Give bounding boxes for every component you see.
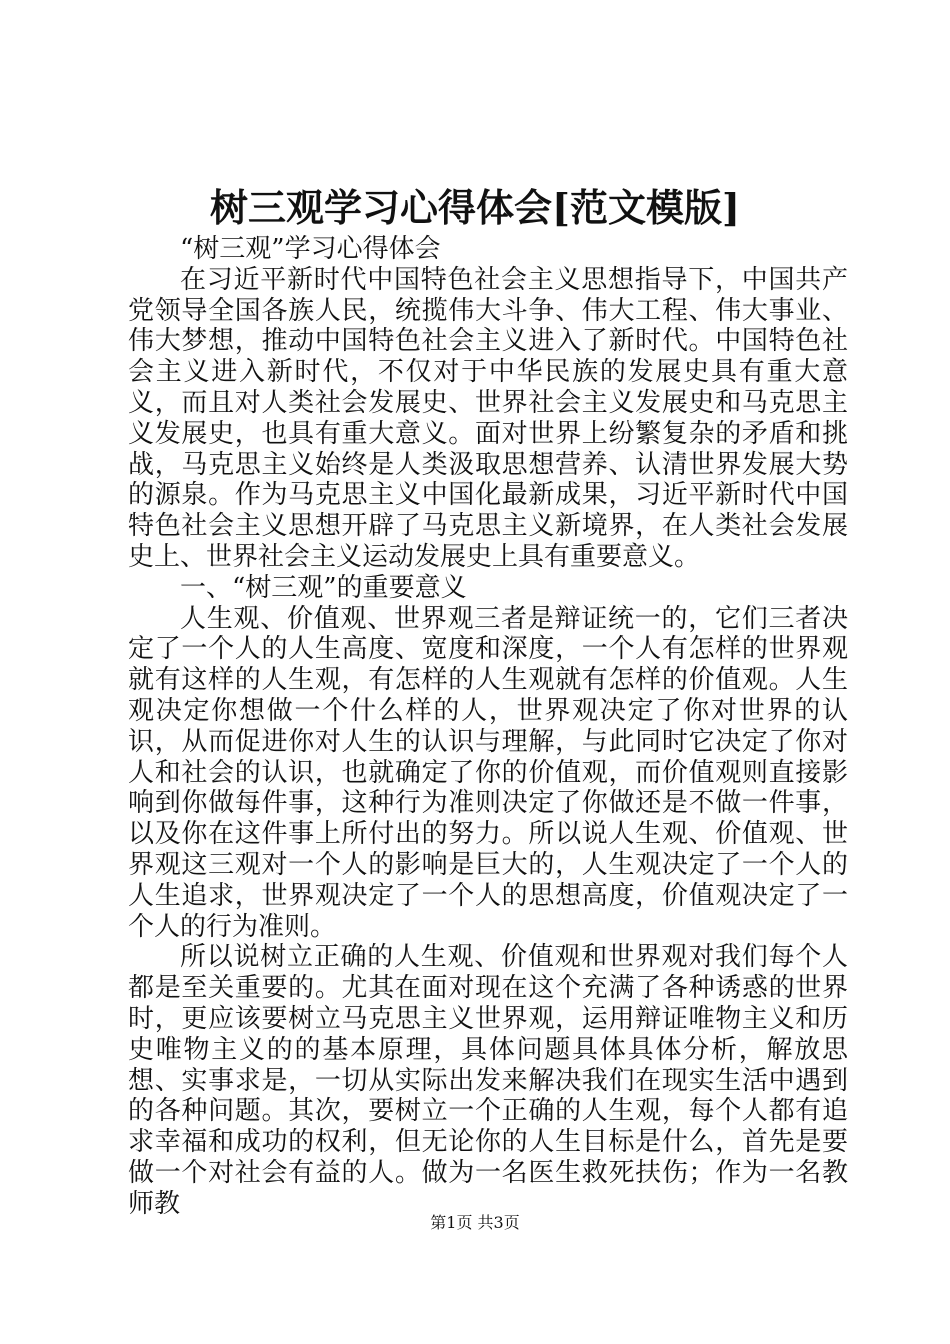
body-paragraph: 在习近平新时代中国特色社会主义思想指导下，中国共产党领导全国各族人民，统揽伟大斗争、伟大工程、伟大事业、伟大梦想，推动中国特色社会主义进入了新时代。中国特色社会主义进入新时代，不仅对于中华民族的发展史具有重大意义，而且对人类社会发展史、世界社会主义发展史和马克思主义发展史，也具有重大意义。面对世界上纷繁复杂的矛盾和挑战，马克思主义始终是人类汲取思想营养、认清世界发展大势的源泉。作为马克思主义中国化最新成果，习近平新时代中国特色社会主义思想开辟了马克思主义新境界，在人类社会发展史上、世界社会主义运动发展史上具有重要意义。	[128, 264, 848, 572]
document-body	[128, 234, 848, 1220]
body-paragraph: 所以说树立正确的人生观、价值观和世界观对我们每个人都是至关重要的。尤其在面对现在这个充满了各种诱惑的世界时，更应该要树立马克思主义世界观，运用辩证唯物主义和历史唯物主义的的基本原理，具体问题具体具体分析，解放思想、实事求是，一切从实际出发来解决我们在现实生活中遇到的各种问题。其次，要树立一个正确的人生观，每个人都有追求幸福和成功的权利，但无论你的人生目标是什么，首先是要做一个对社会有益的人。做为一名医生救死扶伤；作为一名教师教	[128, 942, 848, 1219]
section-heading: 一、“树三观”的重要意义	[180, 572, 467, 603]
body-paragraph: 人生观、价值观、世界观三者是辩证统一的，它们三者决定了一个人的人生高度、宽度和深度，一个人有怎样的世界观就有这样的人生观，有怎样的人生观就有怎样的价值观。人生观决定你想做一个什么样的人，世界观决定了你对世界的认识，从而促进你对人生的认识与理解，与此同时它决定了你对人和社会的认识，也就确定了你的价值观，而价值观则直接影响到你做每件事，这种行为准则决定了你做还是不做一件事，以及你在这件事上所付出的努力。所以说人生观、价值观、世界观这三观对一个人的影响是巨大的，人生观决定了一个人的人生追求，世界观决定了一个人的思想高度，价值观决定了一个人的行为准则。	[128, 603, 848, 942]
page-footer: 第1页 共3页	[430, 1213, 520, 1232]
subtitle-paragraph: “树三观”学习心得体会	[180, 234, 441, 264]
document-title: 树三观学习心得体会[范文模版]	[210, 185, 740, 230]
